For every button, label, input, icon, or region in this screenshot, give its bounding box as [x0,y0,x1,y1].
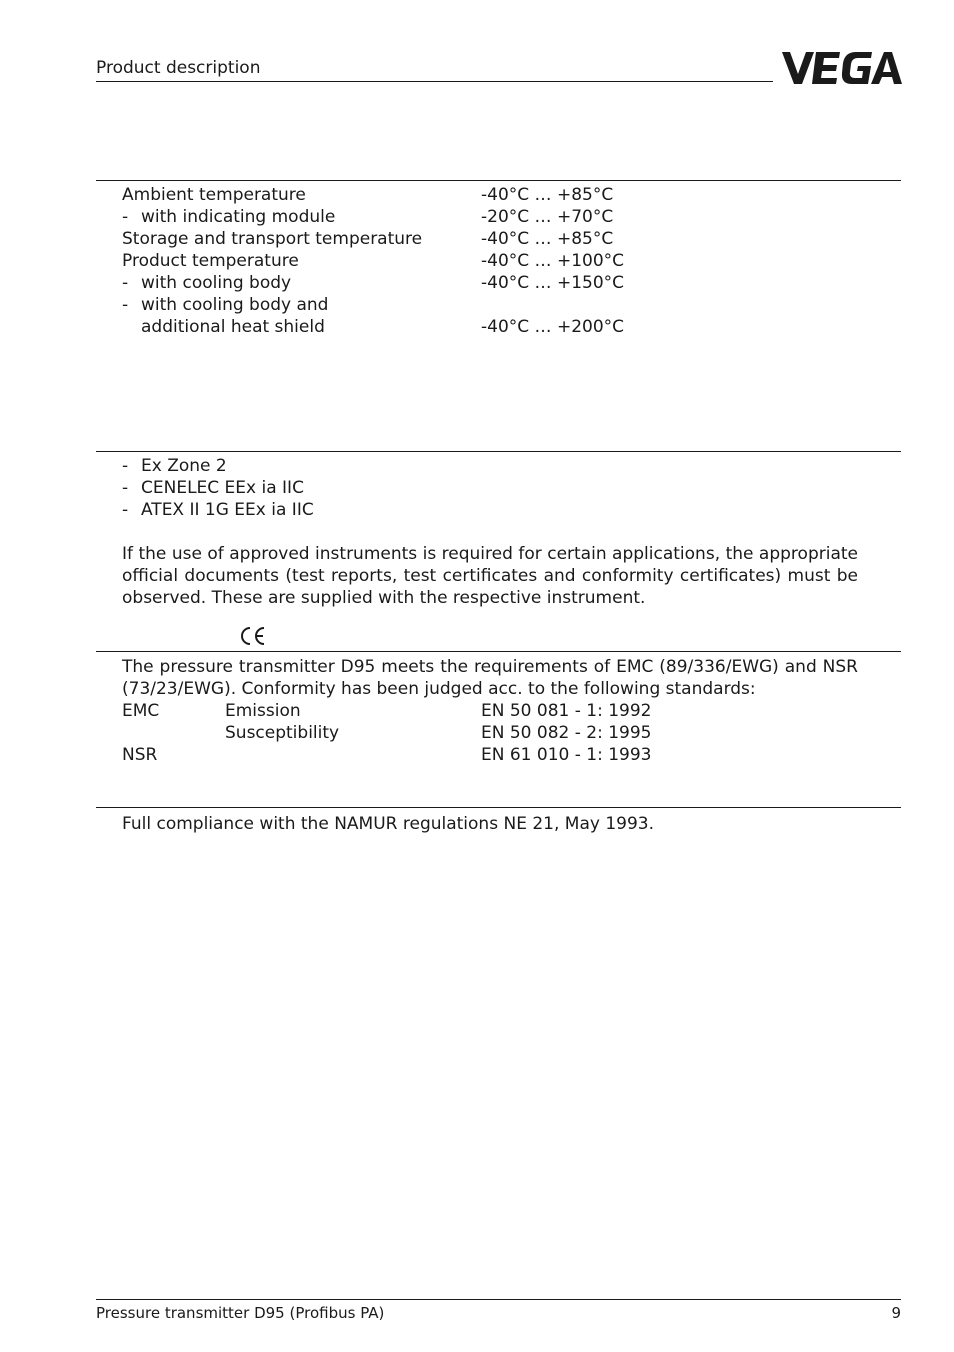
temperature-section-rule [96,180,901,181]
temp-value: -40°C … +200°C [481,317,625,337]
namur-row [122,813,882,835]
temp-label: Storage and transport temperature [122,229,423,249]
standard-type: Emission [225,701,301,721]
list-dash: - [122,273,129,293]
temp-label: Product temperature [122,251,299,271]
temp-value: -40°C … +100°C [481,251,625,271]
temp-row [122,206,882,228]
approval-label: ATEX II 1G EEx ia IIC [141,500,314,520]
temp-value: -40°C … +150°C [481,273,625,293]
ce-intro: The pressure transmitter D95 meets the requirements of EMC (89/336/EWG) and NSR (73/23/EWG). Conformity has been judged acc. to the following standards: [122,657,858,699]
temp-row [122,294,882,316]
list-dash: - [122,478,129,498]
standard-group: EMC [122,701,160,721]
approvals-section-rule [96,451,901,452]
temp-value: -20°C … +70°C [481,207,614,227]
standard-row [122,722,882,744]
approvals-note: If the use of approved instruments is required for certain applications, the appropriate official documents (test reports, test certificates and conformity certificates) must be observed. These are supplied with the respective instrument. [122,544,858,608]
temp-row [122,250,882,272]
temp-row [122,184,882,206]
namur-section-rule [96,807,901,808]
temp-label: with cooling body [141,273,292,293]
temp-label: with indicating module [141,207,336,227]
list-dash: - [122,295,129,315]
footer-document-title: Pressure transmitter D95 (Profibus PA) [96,1304,385,1322]
list-dash: - [122,456,129,476]
temp-value: -40°C … +85°C [481,229,614,249]
approval-label: Ex Zone 2 [141,456,227,476]
vega-logo [782,52,902,84]
namur-text: Full compliance with the NAMUR regulations NE 21, May 1993. [122,814,654,834]
temp-label: additional heat shield [141,317,325,337]
temp-label: with cooling body and [141,295,329,315]
page-number: 9 [891,1304,901,1322]
temp-value: -40°C … +85°C [481,185,614,205]
header-rule [96,81,773,82]
standard-row [122,744,882,766]
approval-item [122,499,882,521]
temp-row [122,316,882,338]
standard-type: Susceptibility [225,723,340,743]
standard-code: EN 50 082 - 2: 1995 [481,723,652,743]
temp-row [122,228,882,250]
approval-item [122,455,882,477]
section-title: Product description [96,58,261,78]
approval-item [122,477,882,499]
approval-label: CENELEC EEx ia IIC [141,478,304,498]
standard-code: EN 50 081 - 1: 1992 [481,701,652,721]
standard-group: NSR [122,745,158,765]
standard-row [122,700,882,722]
footer-rule [96,1299,901,1300]
list-dash: - [122,207,129,227]
ce-section-rule [96,651,901,652]
list-dash: - [122,500,129,520]
ce-mark-icon [238,625,268,647]
temp-row [122,272,882,294]
temp-label: Ambient temperature [122,185,306,205]
standard-code: EN 61 010 - 1: 1993 [481,745,652,765]
